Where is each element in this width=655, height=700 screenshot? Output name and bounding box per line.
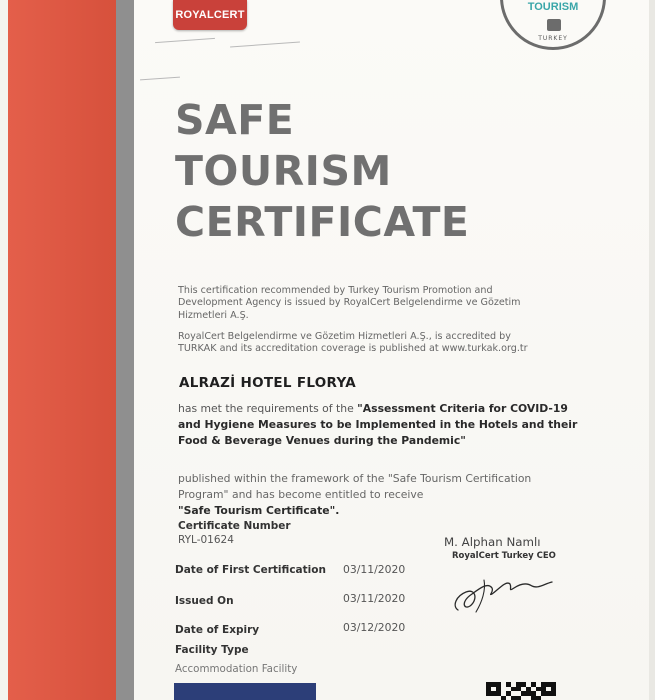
requirements-criteria: "Assessment Criteria for COVID-19 and Hygiene Measures to be Implemented in the Hotels and their Food & Beverage Venues during the Pandemic" — [178, 402, 578, 447]
requirements-prefix: has met the requirements of the — [178, 402, 358, 415]
signatory-role: RoyalCert Turkey CEO — [452, 551, 556, 561]
accreditation-logo — [174, 683, 316, 700]
royalcert-logo — [173, 0, 247, 30]
issued-on-date: 03/11/2020 — [343, 592, 406, 605]
signature-mark — [448, 566, 563, 618]
title-line-2: TOURISM — [175, 147, 392, 195]
qr-code-icon — [486, 682, 556, 700]
certificate-title — [175, 95, 469, 248]
paper-edge — [649, 0, 655, 700]
title-line-3: CERTIFICATE — [175, 198, 470, 246]
first-certification-label: Date of First Certification — [175, 564, 326, 576]
program-certificate-name: "Safe Tourism Certificate". — [178, 504, 340, 517]
signatory-name: M. Alphan Namlı — [444, 535, 541, 549]
program-body: published within the framework of the "Safe Tourism Certification Program" and has become entitled to receive — [178, 472, 532, 501]
requirements-text — [178, 401, 578, 449]
certificate-number: RYL-01624 — [178, 534, 234, 546]
certificate-number-label: Certificate Number — [178, 520, 291, 532]
royalcert-logo-text: ROYALCERT — [175, 9, 245, 21]
expiry-label: Date of Expiry — [175, 624, 260, 636]
intro-paragraph-1: This certification recommended by Turkey Tourism Promotion and Development Agency is issued by RoyalCert Belgelendirme ve Gözetim Hizmetleri A.Ş. — [178, 285, 521, 321]
first-certification-date: 03/11/2020 — [343, 563, 406, 576]
intro-paragraph-2: RoyalCert Belgelendirme ve Gözetim Hizmetleri A.Ş., is accredited by TURKAK and its accreditation coverage is published at www.turkak.org.tr — [178, 331, 528, 355]
holder-name: ALRAZİ HOTEL FLORYA — [179, 375, 357, 391]
grey-side-band — [116, 0, 134, 700]
issued-on-label: Issued On — [175, 595, 234, 607]
facility-type: Accommodation Facility — [175, 663, 298, 675]
seal-emblem-icon — [547, 19, 561, 31]
seal-country: TURKEY — [538, 35, 568, 42]
program-text — [178, 471, 578, 519]
expiry-date: 03/12/2020 — [343, 621, 406, 634]
facility-type-label: Facility Type — [175, 644, 249, 656]
title-line-1: SAFE — [175, 96, 295, 144]
seal-title: TOURISM — [527, 1, 579, 13]
red-side-band — [8, 0, 116, 700]
